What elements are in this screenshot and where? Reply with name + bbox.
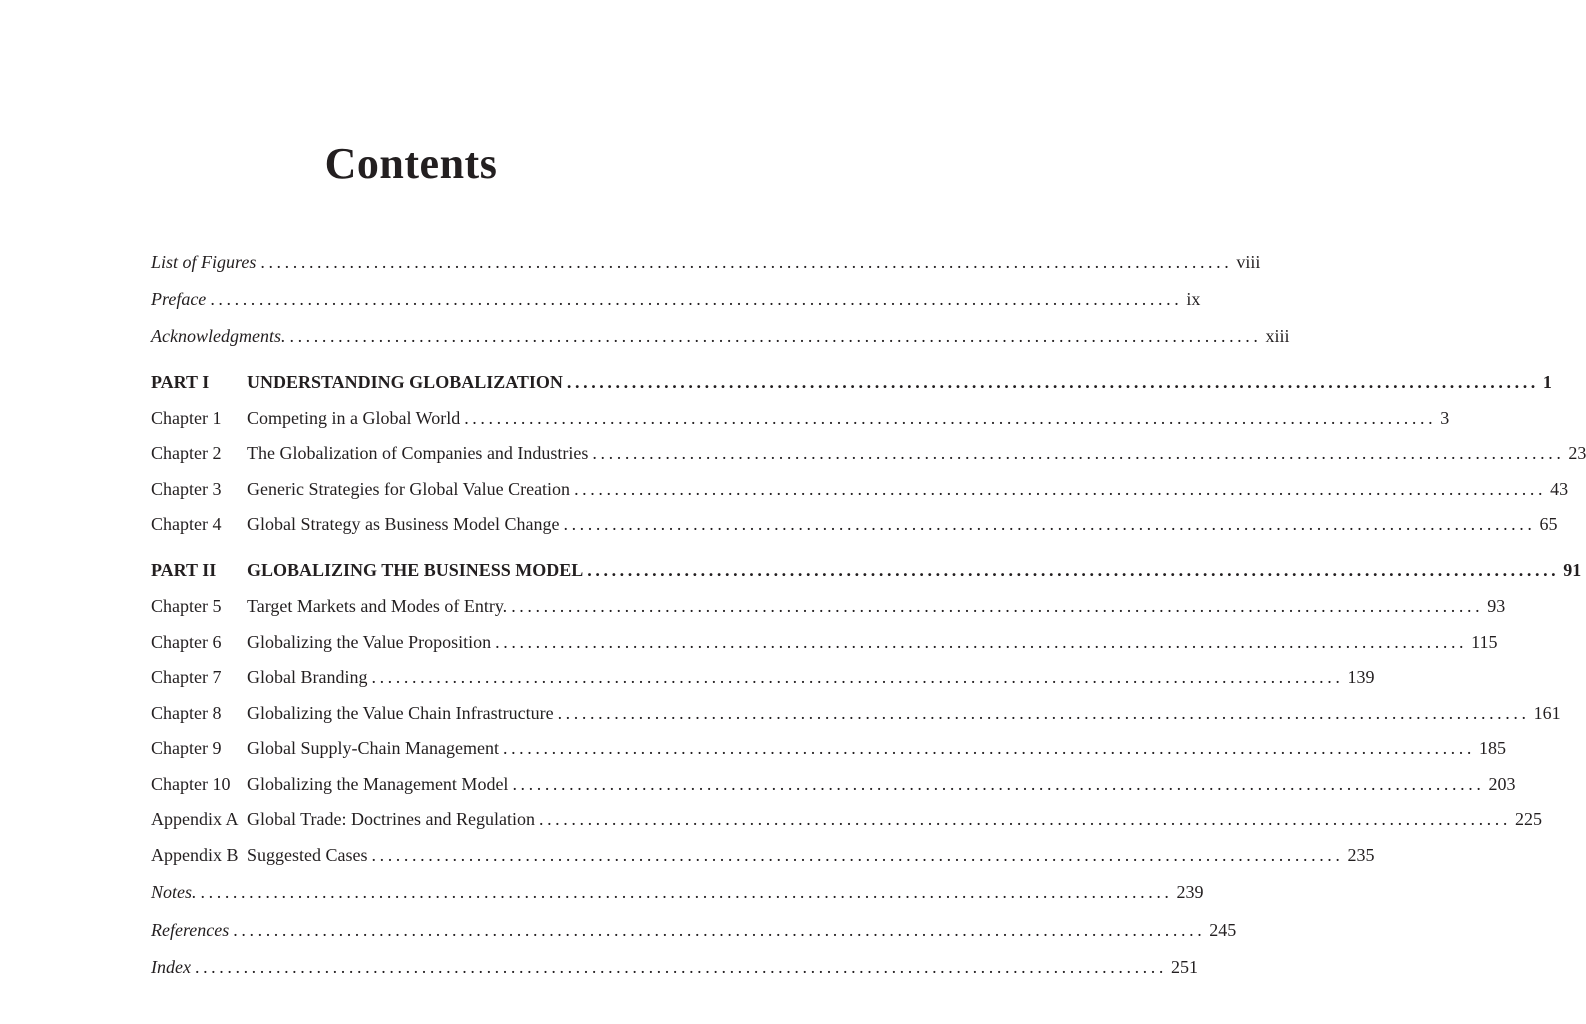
part-title: UNDERSTANDING GLOBALIZATION — [247, 372, 563, 392]
page-number: 203 — [1488, 774, 1516, 794]
chapter-label: Chapter 9 — [151, 738, 222, 758]
page-number: 235 — [1347, 845, 1375, 865]
dot-leader: ........................................................................................................................ — [233, 920, 1206, 940]
page-number: 23 — [1568, 443, 1586, 463]
page-number: 65 — [1539, 514, 1558, 534]
dot-leader: ........................................................................................................................ — [563, 514, 1536, 534]
dot-leader: ........................................................................................................................ — [495, 632, 1468, 652]
dot-leader: ........................................................................................................................ — [566, 372, 1539, 392]
part-label: PART II — [151, 560, 217, 580]
toc-entry-list-of-figures[interactable] — [151, 250, 1261, 274]
dot-leader: ........................................................................................................................ — [587, 560, 1560, 580]
dot-leader: ........................................................................................................................ — [371, 667, 1344, 687]
toc-chapter-7[interactable] — [151, 665, 1375, 689]
chapter-label: Chapter 7 — [151, 667, 222, 687]
toc-entry-index[interactable] — [151, 955, 1198, 979]
toc-part-2[interactable] — [151, 558, 1582, 582]
page-number: 1 — [1542, 372, 1552, 392]
page-number: 185 — [1478, 738, 1506, 758]
entry-title: List of Figures — [151, 252, 257, 272]
toc-appendix-a[interactable] — [151, 807, 1542, 831]
page-number: viii — [1236, 252, 1261, 272]
entry-title: Acknowledgments. — [151, 326, 286, 346]
appendix-title: Global Trade: Doctrines and Regulation — [247, 809, 535, 829]
toc-chapter-9[interactable] — [151, 736, 1506, 760]
chapter-label: Chapter 2 — [151, 443, 222, 463]
page-title: Contents — [324, 139, 498, 188]
toc-entry-preface[interactable] — [151, 287, 1201, 311]
part-title: GLOBALIZING THE BUSINESS MODEL — [247, 560, 584, 580]
chapter-title: Target Markets and Modes of Entry. — [247, 596, 508, 616]
page-number: 139 — [1347, 667, 1375, 687]
chapter-title: Global Strategy as Business Model Change — [247, 514, 560, 534]
toc-chapter-3[interactable] — [151, 477, 1569, 501]
chapter-label: Chapter 6 — [151, 632, 222, 652]
page-number: 245 — [1209, 920, 1237, 940]
chapter-title: Globalizing the Value Proposition — [247, 632, 492, 652]
page-number: 239 — [1176, 882, 1204, 902]
dot-leader: ........................................................................................................................ — [289, 326, 1262, 346]
page-number: 3 — [1440, 408, 1450, 428]
chapter-title: The Globalization of Companies and Industries — [247, 443, 589, 463]
chapter-title: Globalizing the Management Model — [247, 774, 509, 794]
dot-leader: ........................................................................................................................ — [194, 957, 1167, 977]
dot-leader: ........................................................................................................................ — [574, 479, 1547, 499]
appendix-label: Appendix B — [151, 845, 239, 865]
toc-appendix-b[interactable] — [151, 843, 1375, 867]
dot-leader: ........................................................................................................................ — [210, 289, 1183, 309]
page-number: 161 — [1533, 703, 1561, 723]
toc-chapter-4[interactable] — [151, 512, 1558, 536]
chapter-title: Globalizing the Value Chain Infrastructure — [247, 703, 554, 723]
part-label: PART I — [151, 372, 210, 392]
page-number: xiii — [1265, 326, 1290, 346]
toc-chapter-10[interactable] — [151, 772, 1516, 796]
dot-leader: ........................................................................................................................ — [538, 809, 1511, 829]
dot-leader: ........................................................................................................................ — [464, 408, 1437, 428]
page-number: 91 — [1563, 560, 1582, 580]
chapter-label: Chapter 5 — [151, 596, 222, 616]
dot-leader: ........................................................................................................................ — [557, 703, 1530, 723]
chapter-label: Chapter 4 — [151, 514, 222, 534]
entry-title: References — [151, 920, 230, 940]
chapter-label: Chapter 10 — [151, 774, 231, 794]
appendix-title: Suggested Cases — [247, 845, 368, 865]
toc-chapter-6[interactable] — [151, 630, 1498, 654]
page-number: 251 — [1170, 957, 1198, 977]
chapter-label: Chapter 1 — [151, 408, 222, 428]
dot-leader: ........................................................................................................................ — [592, 443, 1565, 463]
page-number: 225 — [1514, 809, 1542, 829]
dot-leader: ........................................................................................................................ — [260, 252, 1233, 272]
page-number: 43 — [1550, 479, 1569, 499]
toc-part-1[interactable] — [151, 370, 1552, 394]
toc-entry-notes[interactable] — [151, 880, 1204, 904]
chapter-label: Chapter 3 — [151, 479, 222, 499]
dot-leader: ........................................................................................................................ — [502, 738, 1475, 758]
toc-chapter-8[interactable] — [151, 701, 1561, 725]
dot-leader: ........................................................................................................................ — [511, 596, 1484, 616]
chapter-title: Global Branding — [247, 667, 368, 687]
appendix-label: Appendix A — [151, 809, 239, 829]
dot-leader: ........................................................................................................................ — [371, 845, 1344, 865]
chapter-title: Competing in a Global World — [247, 408, 461, 428]
chapter-label: Chapter 8 — [151, 703, 222, 723]
dot-leader: ........................................................................................................................ — [512, 774, 1485, 794]
toc-chapter-5[interactable] — [151, 594, 1506, 618]
toc-entry-references[interactable] — [151, 918, 1237, 942]
page-number: 93 — [1487, 596, 1506, 616]
entry-title: Notes. — [151, 882, 197, 902]
chapter-title: Generic Strategies for Global Value Creation — [247, 479, 571, 499]
chapter-title: Global Supply-Chain Management — [247, 738, 499, 758]
entry-title: Preface — [151, 289, 207, 309]
toc-chapter-2[interactable] — [151, 441, 1586, 465]
entry-title: Index — [151, 957, 191, 977]
dot-leader: ........................................................................................................................ — [200, 882, 1173, 902]
page-number: 115 — [1471, 632, 1498, 652]
page-number: ix — [1186, 289, 1201, 309]
toc-entry-acknowledgments[interactable] — [151, 324, 1290, 348]
toc-chapter-1[interactable] — [151, 406, 1450, 430]
